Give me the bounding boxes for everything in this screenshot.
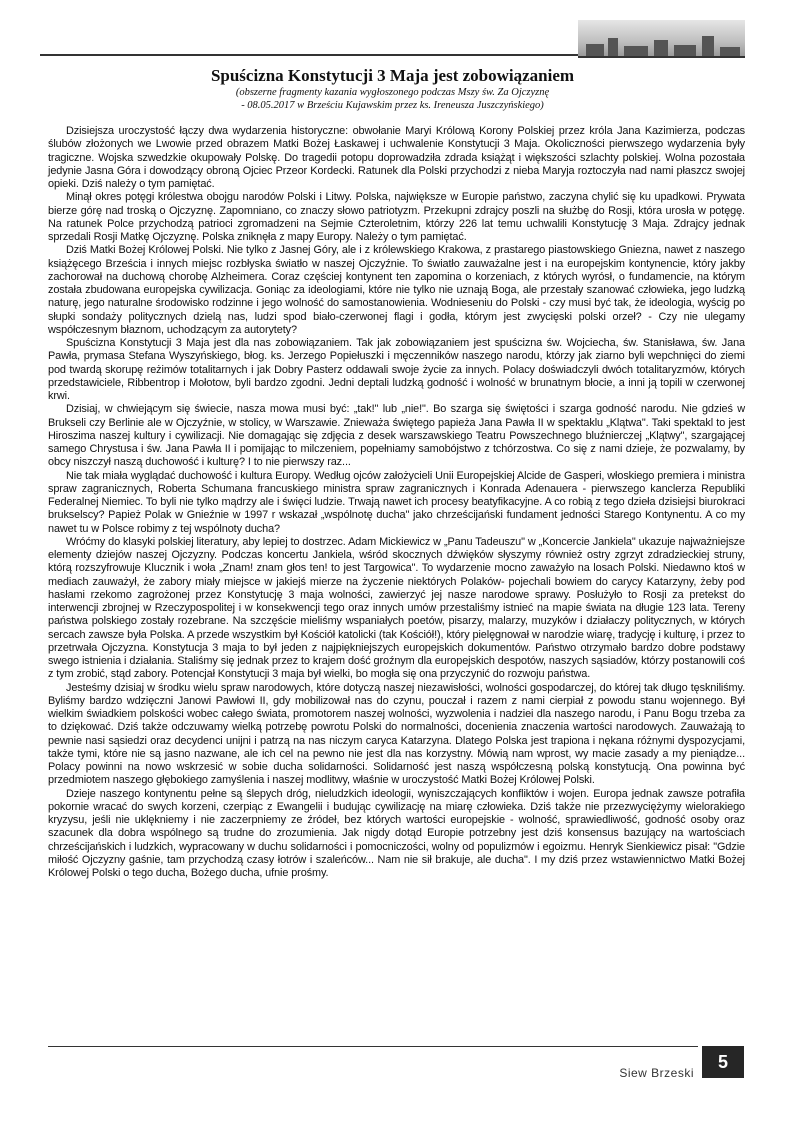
paragraph: Dzieje naszego kontynentu pełne są ślepych dróg, nieludzkich ideologii, wyniszczających konfliktów i wojen. Europa jednak zawsze potrafiła pokornie wracać do swych korzeni, czerpiąc z Ewangelii i budując cywilizację na miarę człowieka. Dziś także nie przezwyciężymy wielorakiego kryzysu, jeśli nie uklękniemy i nie zaczerpniemy ze źródeł, bez których wartości europejskie - wolność, sprawiedliwość, godność osoby oraz szacunek dla dobra wspólnego są trudne do zrozumienia. Jak nigdy dotąd Europie potrzebny jest dziś konsensus bazujący na wartościach chrześcijańskich i ludzkich, wypracowany w duchu solidarności i pomocniczości, wolny od populizmów i egoizmu. Henryk Sienkiewicz pisał: "Gdzie miłość Ojczyzny gaśnie, tam przychodzą czasy łotrów i szaleńców... Nam nie sił brakuje, ale ducha". I my dziś przez wstawiennictwo Matki Bożej Królowej Polski o tego ducha, Bożego ducha, ufnie prośmy. xyxy=(48,787,745,879)
paragraph: Dzisiaj, w chwiejącym się świecie, nasza mowa musi być: „tak!" lub „nie!". Bo szarga się świętości i szarga godność narodu. Nie gdzieś w Brukseli czy Berlinie ale w Ojczyźnie, w stolicy, w Warszawie. Znieważa świętego papieża Jana Pawła II w spektaklu „Klątwa". Taki spektakl to jest Hiroszima naszej kultury i cywilizacji. Nie domagając się zdjęcia z desek warszawskiego Teatru Powszechnego bluźnierczej „Klątwy", szargającej samego Chrystusa i św. Jana Pawła II i pomijając to milczeniem, popełniamy samobójstwo z tchórzostwa. Co się z nami dzieje, że pozwalamy, by obcy niszczył naszą duchowość i kulturę? I to nie pierwszy raz... xyxy=(48,403,745,469)
paragraph: Wróćmy do klasyki polskiej literatury, aby lepiej to dostrzec. Adam Mickiewicz w „Panu Tadeuszu" w „Koncercie Jankiela" ukazuje najważniejsze elementy dziejów naszej Ojczyzny. Podczas koncertu Jankiela, wśród skocznych dźwięków słyszymy również ostry zgrzyt zdradzieckiej struny, którą rozszyfrowuje Klucznik i woła „Znam! znam głos ten! to jest Targowica". To wydarzenie mocno zaważyło na losach Polski. Niedawno ktoś w mediach zauważył, że zabory miały miejsce w jakiejś mierze na życzenie niektórych Polaków- pojechali bowiem do carycy Katarzyny, żeby pod hasłami rzekomo zagrożonej przez Konstytucję 3 maja wolności, zawierzyć jej nasze narodowe sprawy. Posłużyło to Rosji za pretekst do interwencji zbrojnej w Rzeczypospolitej i w konsekwencji tego oraz innych umów przestaliśmy istnieć na mapie świata na długie 123 lata. Tereny państwa polskiego zostały rozebrane. Na szczęście mieliśmy wspaniałych poetów, pisarzy, malarzy, muzyków i działaczy politycznych, w których sercach zawsze była Polska. A przede wszystkim był Kościół katolicki (tak Kościół!), który pielęgnował w narodzie wiarę, tradycję i kulturę, i przez to przetrwała Ojczyzna. Konstytucja 3 maja to był jeden z najpiękniejszych europejskich dokumentów. Państwo otrzymało bardzo dobre podstawy swego istnienia i działania. Staliśmy się jednak przez to krajem dość groźnym dla europejskich despotów, naszych sąsiadów, którzy postanowili coś z tym zrobić, stąd zabory. Potencjał Konstytucji 3 maja był wielki, bo mogła się ona przyczynić do rozwoju państwa. xyxy=(48,535,745,681)
subtitle-line-1: (obszerne fragmenty kazania wygłoszonego podczas Mszy św. Za Ojczyznę xyxy=(235,87,550,98)
paragraph: Minął okres potęgi królestwa obojgu narodów Polski i Litwy. Polska, największe w Europie państwo, zaczyna chylić się ku upadkowi. Prywata bierze górę nad troską o Ojczyznę. Zapomniano, co znaczy słowo patriotyzm. Przekupni zdrajcy poszli na służbę do Rosji, która urosła w potęgę. Na ratunek Polce przychodzą patrioci zgromadzeni na Sejmie Czteroletnim, którzy 226 lat temu uchwalili Konstytucję 3 Maja. Zdrajcy jednak sprzedali Rosji Matkę Ojczyznę. Polska zniknęła z mapy Europy. Należy o tym pamiętać. xyxy=(48,191,745,243)
header-rule xyxy=(40,54,578,56)
paragraph: Dzisiejsza uroczystość łączy dwa wydarzenia historyczne: obwołanie Maryi Królową Korony Polskiej przez króla Jana Kazimierza, podczas ślubów złożonych we Lwowie przed obrazem Matki Bożej Łaskawej i uchwalenie Konstytucji 3 Maja. Okoliczności pierwszego wydarzenia były tragiczne. Wojska szwedzkie okupowały Polskę. Do tragedii potopu doprowadziła zdrada książąt i większości szlachty polskiej. Wolna pozostała jedynie Jasna Góra i dowodzący obroną Ojciec Przeor Kordecki. Ratunek dla Polski przychodzi z nieba Maryja roztoczyła nad nami płaszcz swojej opieki. Dziś należy o tym pamiętać. xyxy=(48,125,745,190)
paragraph: Spuścizna Konstytucji 3 Maja jest dla nas zobowiązaniem. Tak jak zobowiązaniem jest spuścizna św. Wojciecha, św. Stanisława, św. Jana Pawła, prymasa Stefana Wyszyńskiego, błog. ks. Jerzego Popiełuszki i męczenników naszego narodu, którzy jak ziarno byli wepchnięci do ziemi pod twardą skorupę reżimów totalitarnych i jak Dobry Pasterz oddawali swoje życie za innych. Polacy doświadczyli dwóch totalitaryzmów, których przedstawiciele, Ribbentrop i Mołotow, byli bardzo zgodni. Jedni deptali ludzką godność i wolność w brunatnym błocie, a inni ją topili w czerwonej krwi. xyxy=(48,337,745,402)
paragraph: Jesteśmy dzisiaj w środku wielu spraw narodowych, które dotyczą naszej niezawisłości, wolności gospodarczej, do której tak długo tęskniliśmy. Byliśmy bardzo wdzięczni Janowi Pawłowi II, gdy mobilizował nas do czynu, pouczał i razem z nami cierpiał z powodu stanu wojennego. Był wielkim świadkiem polskości wobec całego świata, promotorem naszej wolności, wyzwolenia i nadziei dla naszego narodu, i Panu Bogu trzeba za to dziękować. Dziś także odczuwamy wielką potrzebę powrotu Polski do normalności, docenienia znaczenia wartości narodowych. Zauważają to pewnie nasi sąsiedzi oraz decydenci unijni i patrzą na nas niczym caryca Katarzyna. Dlatego Polska jest trapiona i nękana różnymi dyspozycjami, także tymi, które nie są jasno nazwane, ale ich cel na pewno nie jest dla nas korzystny. Mówią nam wprost, wy macie zasady a my pieniądze... Polacy powinni na nowo wskrzesić w sobie ducha solidarności. Solidarność jest naszą współczesną polską konstytucją. Ona powinna być przedmiotem naszego głębokiego zamyślenia i naszej modlitwy, właśnie w uroczystość Matki Bożej Królowej Polski. xyxy=(48,681,745,787)
publication-name: Siew Brzeski xyxy=(619,1066,694,1080)
article-title: Spuścizna Konstytucji 3 Maja jest zobowiązaniem xyxy=(210,66,575,85)
header-landscape-image xyxy=(578,20,745,58)
article-body xyxy=(48,125,745,880)
paragraph: Dziś Matki Bożej Królowej Polski. Nie tylko z Jasnej Góry, ale i z królewskiego Krakowa, z prastarego piastowskiego Gniezna, nawet z naszego książęcego Brześcia i innych miejsc rozbłyska światło w naszej Ojczyźnie. To światło zauważalne jest i na europejskim kontynencie, który jakby zachorował na duchową chorobę Alzheimera. Coraz częściej kontynent ten zapomina o korzeniach, z których wyrósł, o fundamencie, na którym została zbudowana europejska cywilizacja. Goniąc za ideologiami, które nie tylko nie uznają Boga, ale przestały szanować człowieka, jego ludzką naturę, jego naturalne środowisko rodzinne i jego wolność do samostanowienia. Wodnieseniu do Polski - czy musi być tak, że ideologia, wyścig po słupki sondaży politycznych dzielą nas, ludzi spod biało-czerwonej flagi i godła, którym jest zwycięski polski orzeł? - Czy nie ulegamy współczesnym błaznom, uchodzącym za autorytety? xyxy=(48,244,745,336)
footer-rule xyxy=(48,1046,698,1047)
paragraph: Nie tak miała wyglądać duchowość i kultura Europy. Według ojców założycieli Unii Europejskiej Alcide de Gasperi, włoskiego premiera i ministra spraw zagranicznych, Roberta Schumana francuskiego ministra spraw zagranicznych i Konrada Adenauera - pierwszego kanclerza Republiki Federalnej Niemiec. To byli nie tylko mądrzy ale i święci ludzie. Trwają nawet ich procesy beatyfikacyjne. A co robią z tego dzieła dzisiejsi biurokraci brukselscy? Papież Polak w Gnieźnie w 1997 r wskazał „wspólnotę ducha" jako chrześcijański fundament jedności Starego Kontynentu. A co my nawet tu w Polsce robimy z tej wspólnoty ducha? xyxy=(48,469,745,535)
page-number: 5 xyxy=(702,1046,744,1078)
article-subtitle xyxy=(40,86,745,112)
subtitle-line-2: - 08.05.2017 w Brześciu Kujawskim przez ks. Ireneusza Juszczyńskiego) xyxy=(241,100,544,111)
